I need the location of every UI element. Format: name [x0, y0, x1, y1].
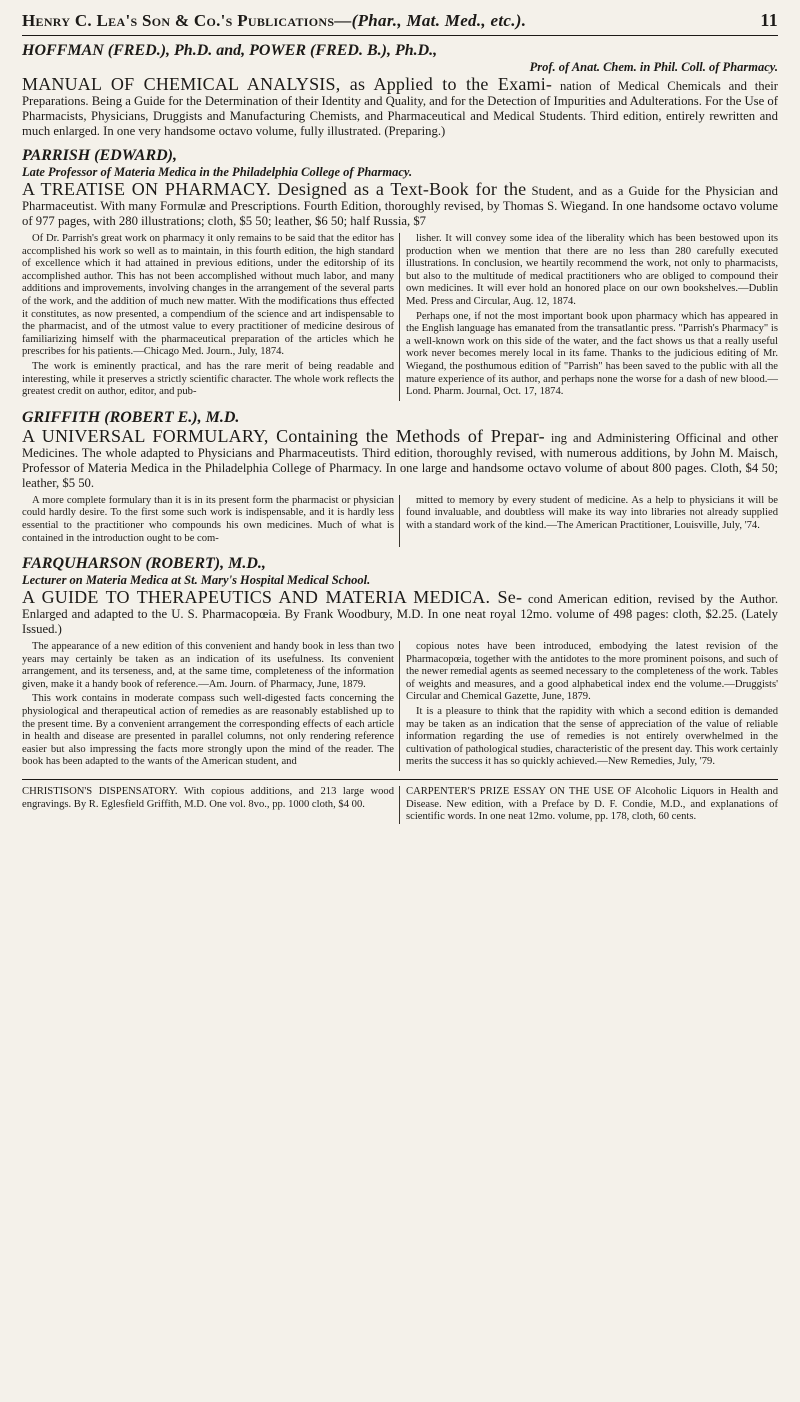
book-details: ing and Administering Officinal and other Medicines. The whole adapted to Physicians and Pharmaceutists. Third edition, thoroughly revised, with numerous additions, by John M. Maisch, Professor of Materia Medica in the Philadelphia College of Pharmacy. In one large and handsome octavo volume of about 800 pages. Cloth, $4 50; leather, $5 50.: [22, 430, 778, 490]
review-paragraph: A more complete formulary than it is in its present form the pharmacist or physician could hardly desire. To the first some such work is indispensable, and it is hardly less essential to the practitioner who compounds his own medicines. Much of what is contained in the introduction ought to be com-: [22, 494, 394, 544]
review-paragraph: Of Dr. Parrish's great work on pharmacy it only remains to be said that the editor has accomplished his work so well as to maintain, in this fourth edition, the high standard of excellence which it had attained in previous editions, under the editorship of its accomplished author. This has not been accomplished without much labor, and many additions and improvements, involving changes in the arrangement of the several parts of the work, and the addition of much new matter. With the modifications thus effected it constitutes, as now presented, a compendium of the science and art indispensable to the pharmacist, and of the utmost value to every practitioner of medicine desirous of familiarizing himself with the pharmaceutical preparation of the articles which he prescribes for his patients.—Chicago Med. Journ., July, 1874.: [22, 233, 394, 358]
book-title: A TREATISE ON PHARMACY. Designed as a Text-Book for the: [22, 179, 527, 199]
review-column-right: [399, 233, 778, 401]
footer-listings: [22, 786, 778, 824]
divider: [22, 779, 778, 780]
book-description: [22, 74, 778, 139]
book-entry-griffith: [22, 409, 778, 547]
publisher-heading: Henry C. Lea's Son & Co.'s Publications—(Phar., Mat. Med., etc.).: [22, 11, 527, 30]
author-line: GRIFFITH (ROBERT E.), M.D.: [22, 408, 240, 426]
review-column-left: [22, 495, 394, 547]
book-description: [22, 587, 779, 637]
book-entry-hoffman-power: [22, 42, 778, 139]
review-paragraph: lisher. It will convey some idea of the liberality which has been bestowed upon its production when we mention that there are no less than 280 carefully executed illustrations. In conclusion, we heartily recommend the work, not only to pharmacists, but also to the multitude of medical practitioners who are obliged to compound their own medicines. It will ever hold an honored place on our own bookshelves.—Dublin Med. Press and Circular, Aug. 12, 1874.: [406, 233, 778, 307]
author-credential: Lecturer on Materia Medica at St. Mary's Hospital Medical School.: [22, 573, 371, 588]
author-line: FARQUHARSON (ROBERT), M.D.,: [22, 555, 266, 573]
book-title: A UNIVERSAL FORMULARY, Containing the Methods of Prepar-: [22, 425, 545, 446]
review-paragraph: The work is eminently practical, and has the rare merit of being readable and interesting, while it preserves a strictly scientific character. The whole work reflects the greatest credit on author, editor, and pub-: [22, 360, 394, 398]
book-description: [22, 179, 778, 229]
page-number: 11: [760, 10, 778, 30]
review-paragraph: This work contains in moderate compass such well-digested facts concerning the physiological and therapeutical action of remedies as are reasonably established up to the present time. By a convenient arrangement the corresponding effects of each article in health and disease are presented in parallel columns, not only rendering reference easier but also impressing the facts more strongly upon the mind of the reader. The book has been adapted to the wants of the American student, and: [22, 693, 394, 768]
press-reviews: [22, 233, 778, 401]
book-entry-parrish: [22, 147, 778, 401]
book-details: nation of Medical Chemicals and their Preparations. Being a Guide for the Determination of their Identity and Quality, and for the Detection of Impurities and Adulterations. For the Use of Pharmacists, Physicians, Druggists and Manufacturing Chemists, and Pharmaceutical and Medical Students. Third edition, entirely rewritten and much enlarged. In one very handsome octavo volume, fully illustrated. (Preparing.): [22, 79, 778, 138]
footer-listing-christison: CHRISTISON'S DISPENSATORY. With copious additions, and 213 large wood engravings. By R. Eglesfield Griffith, M.D. One vol. 8vo., pp. 1000 cloth, $4 00.: [22, 786, 394, 810]
review-paragraph: Perhaps one, if not the most important book upon pharmacy which has appeared in the English language has emanated from the transatlantic press. "Parrish's Pharmacy" is a well-known work on this side of the water, and the fact shows us that a really useful work never becomes merely local in its fame. Thanks to the judicious editing of Mr. Wiegand, the posthumous edition of "Parrish" has been saved to the public with all the mature experience of its author, and perhaps none the worse for a dash of new blood.—Lond. Pharm. Journal, Oct. 17, 1874.: [406, 310, 778, 398]
book-entry-farquharson: [22, 555, 778, 771]
review-column-left: [22, 233, 394, 401]
book-description: [22, 425, 778, 491]
author-credential: Late Professor of Materia Medica in the Philadelphia College of Pharmacy.: [22, 165, 413, 179]
press-reviews: [22, 495, 778, 547]
author-credential: Prof. of Anat. Chem. in Phil. Coll. of Pharmacy.: [529, 60, 778, 74]
review-paragraph: It is a pleasure to think that the rapidity with which a second edition is demanded may be taken as an indication that the sense of appreciation of the value of reliable information regarding the use of remedies is not entirely overwhelmed in the cultivation of pathological studies, characteristic of the present day. This work certainly merits the success it has so quickly achieved.—New Remedies, July, '79.: [406, 706, 778, 768]
book-title: MANUAL OF CHEMICAL ANALYSIS, as Applied to the Exami-: [22, 74, 553, 94]
book-details: cond American edition, revised by the Author. Enlarged and adapted to the U. S. Pharmacopœia. By Frank Woodbury, M.D. In one neat royal 12mo. volume of 498 pages: cloth, $2.25. (Lately Issued.): [22, 592, 779, 637]
review-column-left: [22, 641, 394, 771]
review-paragraph: mitted to memory by every student of medicine. As a help to physicians it will be found invaluable, and doubtless will make its way into libraries not already supplied with a standard work of the kind.—The American Practitioner, Louisville, July, '74.: [406, 494, 778, 531]
review-paragraph: The appearance of a new edition of this convenient and handy book in less than two years may certainly be taken as an indication of its usefulness. Its convenient arrangement, and its terseness, and, at the same time, completeness of the information given, make it a handy book of reference.—Am. Journ. of Pharmacy, June, 1879.: [22, 641, 394, 690]
footer-listing-carpenter: CARPENTER'S PRIZE ESSAY ON THE USE OF Alcoholic Liquors in Health and Disease. New edition, with a Preface by D. F. Condie, M.D., and explanations of scientific words. In one neat 12mo. volume, pp. 178, cloth, 60 cents.: [399, 786, 778, 824]
press-reviews: [22, 641, 778, 771]
book-details: Student, and as a Guide for the Physician and Pharmaceutist. With many Formulæ and Prescriptions. Fourth Edition, thoroughly revised, by Thomas S. Wiegand. In one handsome octavo volume of 977 pages, with 280 illustrations; cloth, $5 50; leather, $6 50; half Russia, $7: [22, 184, 778, 228]
author-line: HOFFMAN (FRED.), Ph.D. and, POWER (FRED. B.), Ph.D.,: [22, 42, 438, 59]
author-line: PARRISH (EDWARD),: [22, 147, 177, 164]
book-title: A GUIDE TO THERAPEUTICS AND MATERIA MEDICA. Se-: [22, 587, 523, 608]
running-header: [22, 10, 778, 36]
review-column-right: [399, 641, 778, 771]
review-paragraph: copious notes have been introduced, embodying the latest revision of the Pharmacopœia, together with the antidotes to the more prominent poisons, and such of the newer remedial agents as seemed necessary to the completeness of the work. Tables of weights and measures, and a good alphabetical index end the volume.—Druggists' Circular and Chemical Gazette, June, 1879.: [406, 641, 778, 703]
review-column-right: [399, 495, 778, 547]
